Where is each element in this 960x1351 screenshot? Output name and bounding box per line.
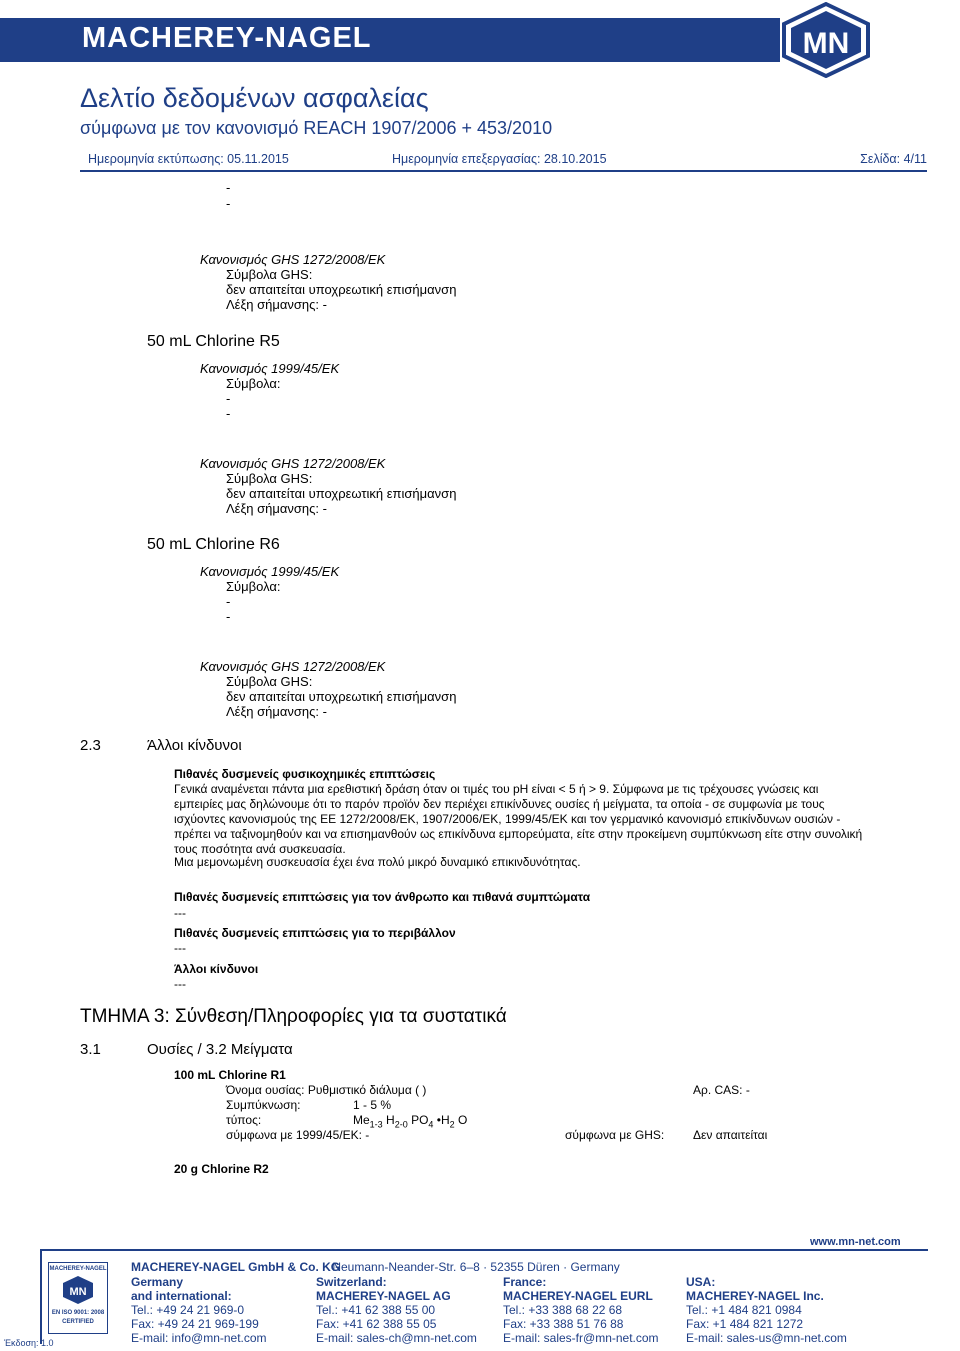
substance-name: Όνομα ουσίας: Ρυθμιστικό διάλυμα ( ) (226, 1083, 427, 1097)
section-title-substances: Ουσίες / 3.2 Μείγματα (147, 1041, 293, 1058)
website[interactable]: www.mn-net.com (810, 1236, 901, 1248)
symbols-label: Σύμβολα: (226, 579, 281, 594)
cert-logo-text: MN (69, 1286, 87, 1298)
directive-regulation: Κανονισμός 1999/45/ΕΚ (200, 361, 340, 376)
section-number-3-1: 3.1 (80, 1041, 101, 1058)
footer-email[interactable]: E-mail: sales-fr@mn-net.com (503, 1331, 659, 1345)
dash-line: - (226, 196, 231, 211)
hazard-text-line: εμπειρίες μας δηλώνουμε ότι το παρόν προϊόν δεν περιέχει επικίνδυνες ουσίες ή μείγματα, τα οποία - σε συμφωνία με τους (174, 797, 825, 811)
brand-name: MACHEREY-NAGEL (82, 22, 372, 54)
formula-subscript: 1-3 (369, 1119, 383, 1130)
directive-classification: σύμφωνα με 1999/45/ΕΚ: - (226, 1128, 370, 1142)
footer-company-us: MACHEREY-NAGEL Inc. (686, 1289, 824, 1303)
meta-line (80, 150, 927, 172)
dash-line: - (226, 391, 231, 406)
footer-fax: Fax: +41 62 388 55 05 (316, 1317, 437, 1331)
section-3-title: ΤΜΗΜΑ 3: Σύνθεση/Πληροφορίες για τα συστατικά (80, 1006, 507, 1027)
footer-region-usa: USA: (686, 1275, 716, 1289)
physchem-heading: Πιθανές δυσμενείς φυσικοχημικές επιπτώσεις (174, 767, 436, 781)
symbols-label: Σύμβολα: (226, 376, 281, 391)
other-hazards-value: --- (174, 977, 186, 991)
concentration-label: Συμπύκνωση: (226, 1098, 301, 1112)
footer-tel: Tel.: +33 388 68 22 68 (503, 1303, 623, 1317)
hazard-text-line: πρέπει να ταξινομηθούν και να επισημανθούν ως επικίνδυνα εμπορεύματα, είτε στην προκείμενη συμπύκνωση είτε στην συνολική (174, 827, 863, 841)
company-logo (778, 2, 874, 78)
ghs-classification-value: Δεν απαιτείται (693, 1128, 768, 1142)
ghs-symbols: Σύμβολα GHS: (226, 267, 313, 282)
page-title: Δελτίο δεδομένων ασφαλείας (80, 83, 429, 113)
footer-fax: Fax: +1 484 821 1272 (686, 1317, 804, 1331)
ghs-regulation: Κανονισμός GHS 1272/2008/ΕΚ (200, 252, 386, 267)
hazard-text-line: Μια μεμονωμένη συσκευασία έχει ένα πολύ μικρό δυναμικό επικινδυνότητας. (174, 855, 581, 869)
dash-line: - (226, 609, 231, 624)
footer-tel: Tel.: +49 24 21 969-0 (131, 1303, 245, 1317)
signal-word: Λέξη σήμανσης: - (226, 501, 327, 516)
dash-line: - (226, 180, 231, 195)
ghs-symbols: Σύμβολα GHS: (226, 471, 313, 486)
env-effects-value: --- (174, 941, 186, 955)
section-number-2-3: 2.3 (80, 737, 101, 754)
product-title-r2: 20 g Chlorine R2 (174, 1162, 269, 1176)
no-label-required: δεν απαιτείται υποχρεωτική επισήμανση (226, 486, 457, 501)
ghs-symbols: Σύμβολα GHS: (226, 674, 313, 689)
cas-number: Αρ. CAS: - (693, 1083, 750, 1097)
logo-text: MN (802, 27, 850, 60)
certification-badge (48, 1262, 108, 1334)
type-label: τύπος: (226, 1113, 262, 1127)
footer-fax: Fax: +33 388 51 76 88 (503, 1317, 624, 1331)
directive-regulation: Κανονισμός 1999/45/ΕΚ (200, 564, 340, 579)
ghs-regulation: Κανονισμός GHS 1272/2008/ΕΚ (200, 659, 386, 674)
footer-tel: Tel.: +1 484 821 0984 (686, 1303, 802, 1317)
formula-subscript: 2-0 (394, 1119, 408, 1130)
hazard-text-line: Γενικά αναμένεται πάντα μια ερεθιστική δράση όταν οι τιμές του pH είναι < 5 ή > 9. Σύμφωνα με τις τρέχουσες γνώσεις και (174, 782, 819, 796)
cert-standard: EN ISO 9001: 2008 (51, 1310, 105, 1316)
dash-line: - (226, 406, 231, 421)
formula-part: PO (411, 1113, 429, 1127)
formula-part: H (386, 1113, 395, 1127)
footer-region-germany: Germany (131, 1275, 184, 1289)
footer-region-france: France: (503, 1275, 547, 1289)
footer-email[interactable]: E-mail: sales-ch@mn-net.com (316, 1331, 477, 1345)
footer-rule (40, 1249, 928, 1251)
page-subtitle: σύμφωνα με τον κανονισμό REACH 1907/2006 + 453/2010 (80, 118, 553, 138)
footer-rule-left (40, 1249, 42, 1344)
footer-tel: Tel.: +41 62 388 55 00 (316, 1303, 436, 1317)
footer-region-germany-sub: and international: (131, 1289, 232, 1303)
page-number: Σελίδα: 4/11 (860, 152, 927, 166)
print-date: Ημερομηνία εκτύπωσης: 05.11.2015 (88, 152, 289, 166)
concentration-value: 1 - 5 % (353, 1098, 392, 1112)
hazard-text-line: ισχύοντες κανονισμούς της ΕΕ 1272/2008/ΕΚ, 1907/2006/ΕΚ, 1999/45/ΕΚ και τον γερμανικό κανονισμό επικίνδυνων ουσιών - (174, 812, 841, 826)
product-title-r5: 50 mL Chlorine R5 (147, 333, 280, 350)
hazard-text-line: τους ποσότητα ανά συσκευασία. (174, 842, 346, 856)
ghs-regulation: Κανονισμός GHS 1272/2008/ΕΚ (200, 456, 386, 471)
signal-word: Λέξη σήμανσης: - (226, 704, 327, 719)
no-label-required: δεν απαιτείται υποχρεωτική επισήμανση (226, 282, 457, 297)
company-address: · Neumann-Neander-Str. 6–8 · 52355 Düren · Germany (325, 1260, 620, 1274)
company-name: MACHEREY-NAGEL GmbH & Co. KG (131, 1260, 341, 1274)
formula-part: Me (353, 1113, 370, 1127)
cert-brand: MACHEREY-NAGEL (49, 1266, 107, 1272)
product-title-r6: 50 mL Chlorine R6 (147, 536, 280, 553)
product-title-r1: 100 mL Chlorine R1 (174, 1068, 286, 1082)
section-title-other-hazards: Άλλοι κίνδυνοι (147, 737, 242, 754)
footer-email[interactable]: E-mail: info@mn-net.com (131, 1331, 267, 1345)
revision-date: Ημερομηνία επεξεργασίας: 28.10.2015 (392, 152, 607, 166)
chemical-formula (353, 1113, 467, 1129)
env-effects-heading: Πιθανές δυσμενείς επιπτώσεις για το περιβάλλον (174, 926, 456, 940)
dash-line: - (226, 594, 231, 609)
ghs-classification-label: σύμφωνα με GHS: (565, 1128, 665, 1142)
other-hazards-heading: Άλλοι κίνδυνοι (174, 962, 259, 976)
footer-fax: Fax: +49 24 21 969-199 (131, 1317, 259, 1331)
edition-number: Έκδοση: 1.0 (4, 1338, 54, 1348)
footer-company-fr: MACHEREY-NAGEL EURL (503, 1289, 653, 1303)
human-effects-value: --- (174, 906, 186, 920)
footer-company-ch: MACHEREY-NAGEL AG (316, 1289, 451, 1303)
signal-word: Λέξη σήμανσης: - (226, 297, 327, 312)
cert-status: CERTIFIED (62, 1319, 94, 1325)
no-label-required: δεν απαιτείται υποχρεωτική επισήμανση (226, 689, 457, 704)
formula-subscript: 2 (449, 1119, 455, 1130)
formula-subscript: 4 (428, 1119, 434, 1130)
footer-email[interactable]: E-mail: sales-us@mn-net.com (686, 1331, 847, 1345)
footer-region-switzerland: Switzerland: (316, 1275, 387, 1289)
cert-logo (61, 1275, 95, 1305)
formula-part: •H (436, 1113, 450, 1127)
human-effects-heading: Πιθανές δυσμενείς επιπτώσεις για τον άνθρωπο και πιθανά συμπτώματα (174, 890, 591, 904)
formula-part: O (458, 1113, 468, 1127)
